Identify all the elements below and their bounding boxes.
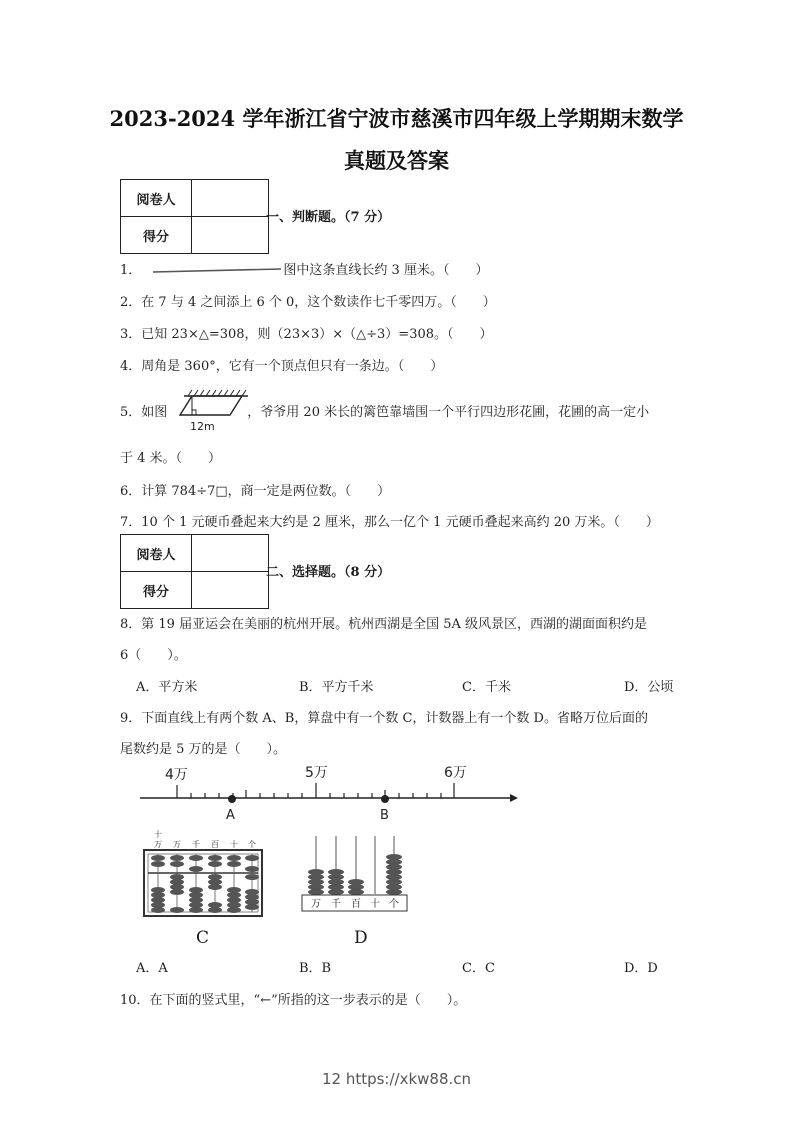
question-8-line2: 6（ ）。 (120, 648, 187, 663)
svg-text:万: 万 (173, 840, 181, 849)
counter-col-shi: 十 (370, 899, 380, 910)
q8-option-c: C．千米 (462, 680, 511, 695)
abacus-c-label: C (196, 928, 210, 948)
svg-text:十: 十 (230, 840, 238, 849)
question-number: 3． (120, 327, 142, 342)
question-9-line2: 尾数约是 5 万的是（ ）。 (120, 742, 287, 757)
question-number: 7． (120, 515, 142, 530)
question-prefix: 如图 (141, 405, 168, 420)
question-2 (120, 291, 496, 310)
point-label-b: B (380, 808, 389, 823)
score-label: 得分 (121, 572, 192, 609)
question-1 (120, 259, 488, 278)
q9-option-c: C．C (462, 961, 495, 976)
grader-field (192, 535, 269, 572)
question-text: 图中这条直线长约 3 厘米。（ ） (283, 263, 489, 278)
question-number: 6． (120, 484, 142, 499)
figure-label-12m: 12m (190, 420, 215, 433)
tick-label-6wan: 6万 (444, 765, 467, 781)
svg-text:万: 万 (154, 840, 162, 849)
counter-col-ge: 个 (389, 899, 399, 910)
question-6 (120, 480, 390, 499)
grader-label: 阅卷人 (121, 535, 192, 572)
question-3 (120, 323, 493, 342)
q9-option-d: D．D (624, 961, 658, 976)
tick-label-5wan: 5万 (305, 765, 328, 781)
question-number: 1． (120, 263, 142, 278)
question-9-line1: 9．下面直线上有两个数 A、B，算盘中有一个数 C，计数器上有一个数 D。省略万位后面的 (120, 711, 648, 726)
abacus-c-figure (134, 828, 269, 918)
question-number: 4． (120, 359, 142, 374)
score-label: 得分 (121, 217, 192, 254)
score-field (192, 572, 269, 609)
question-8-line1: 8．第 19 届亚运会在美丽的杭州开展。杭州西湖是全国 5A 级风景区，西湖的湖面面积约是 (120, 617, 648, 632)
svg-text:个: 个 (248, 840, 256, 849)
grader-label: 阅卷人 (121, 180, 192, 217)
q8-option-d: D．公顷 (624, 680, 674, 695)
counter-col-qian: 千 (331, 899, 341, 910)
grader-field (192, 180, 269, 217)
question-5-continued: 于 4 米。（ ） (120, 451, 222, 466)
page-footer: 12 https://xkw88.cn (321, 1070, 472, 1088)
counter-col-bai: 百 (351, 899, 361, 910)
section2-heading: 二、选择题。（8 分） (266, 565, 391, 580)
question-text: 已知 23×△=308，则（23×3）×（△÷3）=308。（ ） (141, 327, 493, 342)
question-text: 10 个 1 元硬币叠起来大约是 2 厘米，那么一亿个 1 元硬币叠起来高约 20 万米。（ ） (141, 515, 659, 530)
number-line-figure (130, 757, 530, 827)
counter-d-label: D (354, 928, 368, 948)
question-number: 5． (120, 405, 142, 420)
line-segment-figure (151, 266, 283, 276)
question-number: 2． (120, 295, 142, 310)
score-field (192, 217, 269, 254)
svg-text:十: 十 (154, 830, 162, 839)
question-text: 周角是 360°，它有一个顶点但只有一条边。（ ） (141, 359, 444, 374)
q9-option-a: A．A (136, 961, 168, 976)
counter-d-figure (296, 832, 426, 917)
document-title-line2: 真题及答案 (344, 148, 449, 173)
tick-label-4wan: 4万 (165, 767, 188, 783)
point-label-a: A (226, 808, 235, 823)
grader-box-section2 (120, 534, 269, 609)
q8-option-a: A．平方米 (136, 680, 198, 695)
question-text: 在 7 与 4 之间添上 6 个 0，这个数读作七千零四万。（ ） (141, 295, 496, 310)
grader-box-section1 (120, 179, 269, 254)
parallelogram-garden-figure (176, 388, 256, 436)
counter-col-wan: 万 (311, 899, 321, 910)
document-title-line1: 2023-2024 学年浙江省宁波市慈溪市四年级上学期期末数学 (109, 106, 684, 131)
svg-text:千: 千 (192, 840, 200, 849)
q8-option-b: B．平方千米 (299, 680, 374, 695)
question-text: ，爷爷用 20 米长的篱笆靠墙围一个平行四边形花圃，花圃的高一定小 (247, 405, 650, 420)
section1-heading: 一、判断题。（7 分） (266, 210, 391, 225)
svg-text:百: 百 (211, 840, 219, 849)
question-4 (120, 355, 443, 374)
question-text: 计算 784÷7□，商一定是两位数。（ ） (141, 484, 391, 499)
question-7 (120, 511, 659, 530)
question-10: 10．在下面的竖式里，“←”所指的这一步表示的是（ ）。 (120, 993, 467, 1008)
q9-option-b: B．B (299, 961, 332, 976)
